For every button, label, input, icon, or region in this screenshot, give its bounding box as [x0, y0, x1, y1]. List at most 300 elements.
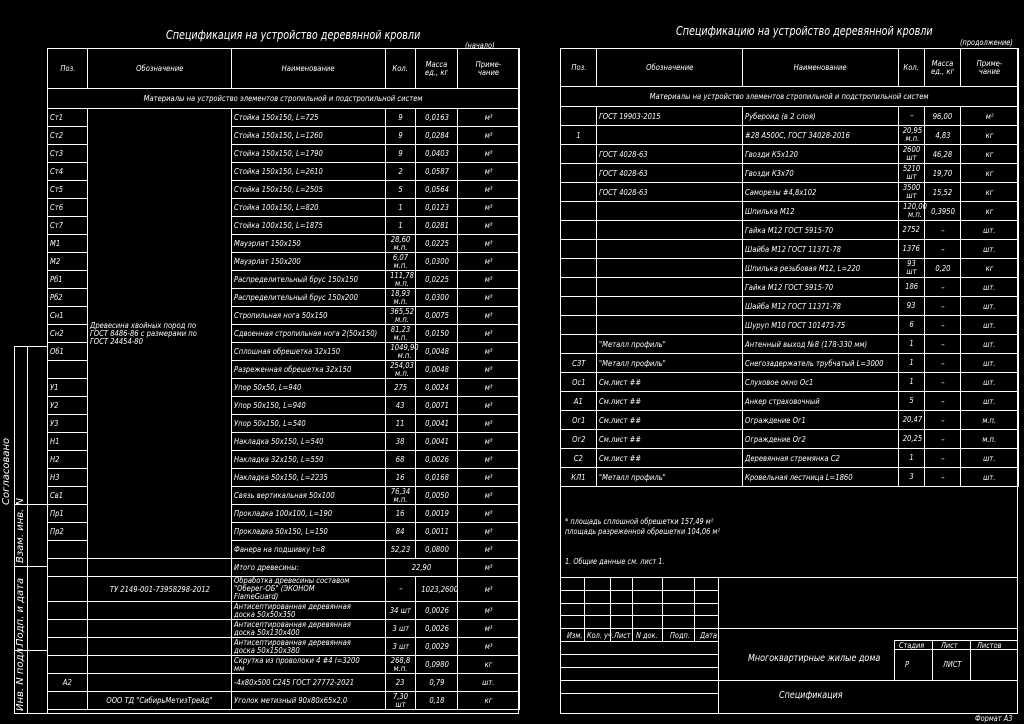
cell-pos: СЗТ	[561, 354, 597, 373]
cell-note: м³	[458, 638, 520, 656]
cell-note: кг	[458, 656, 520, 674]
cell-note: м³	[458, 361, 520, 379]
cell-pos: У2	[48, 397, 88, 415]
cell-note: м³	[458, 541, 520, 559]
cell-note: м³	[458, 325, 520, 343]
cell-designation	[597, 259, 743, 278]
cell-qty: 5	[386, 181, 416, 199]
cell-mass: –	[925, 468, 961, 487]
stamp-grid-line	[718, 577, 719, 713]
left-spec-table	[47, 48, 520, 710]
cell-pos	[48, 620, 88, 638]
cell-mass: 0,0041	[416, 433, 458, 451]
cell-pos: М1	[48, 235, 88, 253]
cell-note: шт.	[961, 392, 1019, 411]
table-row	[561, 259, 1019, 278]
cell-mass: 4,83	[925, 126, 961, 145]
cell-designation	[597, 297, 743, 316]
cell-mass: 0,3950	[925, 202, 961, 221]
table-row	[561, 221, 1019, 240]
table-row	[561, 107, 1019, 126]
cell-note: м³	[458, 397, 520, 415]
cell-pos	[561, 316, 597, 335]
cell-note: м³	[458, 109, 520, 127]
cell-mass: 0,0048	[416, 343, 458, 361]
cell-note: шт.	[961, 221, 1019, 240]
cell-pos: Ст5	[48, 181, 88, 199]
stamp-grid-line	[694, 577, 695, 641]
table-row	[561, 316, 1019, 335]
cell-designation: См.лист ##	[597, 373, 743, 392]
cell-qty: 3	[899, 468, 925, 487]
cell-note: м²	[961, 107, 1019, 126]
cell-qty: 52,23	[386, 541, 416, 559]
cell-note: м³	[458, 235, 520, 253]
cell-name: Накладка 50х150, L=540	[232, 433, 386, 451]
cell-note: шт.	[961, 278, 1019, 297]
cell-pos	[48, 656, 88, 674]
cell-name: Ограждение Ог1	[743, 411, 899, 430]
cell-designation: ГОСТ 19903-2015	[597, 107, 743, 126]
cell-pos	[561, 202, 597, 221]
cell-pos: Сн2	[48, 325, 88, 343]
cell-mass: 0,0026	[416, 602, 458, 620]
cell-mass: 0,0011	[416, 523, 458, 541]
cell-pos: Ст3	[48, 145, 88, 163]
cell-designation	[88, 602, 232, 620]
cell-name: Накладка 50х150, L=2235	[232, 469, 386, 487]
cell-note: м³	[458, 307, 520, 325]
cell-name: Прокладка 100х100, L=190	[232, 505, 386, 523]
cell-qty: 6,07 м.п.	[386, 253, 416, 271]
cell-qty: 254,03 м.п.	[386, 361, 416, 379]
cell-qty: 93 шт	[899, 259, 925, 278]
cell-qty: 2752	[899, 221, 925, 240]
cell-qty: 1	[899, 354, 925, 373]
side-stamp-line	[27, 346, 28, 713]
stamp-grid-line	[560, 577, 561, 713]
table-row	[48, 577, 520, 602]
cell-qty: 43	[386, 397, 416, 415]
stamp-col-sign: Подп.	[670, 631, 690, 640]
cell-designation: См.лист ##	[597, 392, 743, 411]
header-mass: Масса ед., кг	[925, 49, 961, 87]
header-designation: Обозначение	[597, 49, 743, 87]
cell-designation: См.лист ##	[597, 449, 743, 468]
cell-qty: 93	[899, 297, 925, 316]
cell-qty: 9	[386, 145, 416, 163]
cell-qty: 84	[386, 523, 416, 541]
cell-qty: 34 шт	[386, 602, 416, 620]
table-row	[561, 297, 1019, 316]
cell-note: м³	[458, 289, 520, 307]
cell-qty: 16	[386, 469, 416, 487]
cell-mass: 0,0041	[416, 415, 458, 433]
cell-mass: –	[925, 297, 961, 316]
cell-pos	[48, 541, 88, 559]
cell-name: Сплошная обрешетка 32х150	[232, 343, 386, 361]
cell-qty: 9	[386, 127, 416, 145]
cell-note: м.п.	[961, 430, 1019, 449]
cell-qty: 9	[386, 109, 416, 127]
cell-qty: 3 шт	[386, 638, 416, 656]
cell-pos	[48, 602, 88, 620]
cell-pos: Сн1	[48, 307, 88, 325]
cell-pos	[48, 559, 88, 577]
cell-pos: 1	[561, 126, 597, 145]
cell-qty: 186	[899, 278, 925, 297]
side-inv-replace-label: Взам. инв. N	[15, 498, 26, 563]
cell-note: м³	[458, 415, 520, 433]
table-row	[48, 674, 520, 692]
cell-mass: –	[925, 278, 961, 297]
cell-qty: 28,60 м.п.	[386, 235, 416, 253]
cell-name: Стропильная нога 50х150	[232, 307, 386, 325]
cell-qty: 7,30 шт	[386, 692, 416, 710]
cell-note: кг	[961, 202, 1019, 221]
cell-qty: 365,52 м.п.	[386, 307, 416, 325]
stamp-line	[970, 640, 971, 680]
cell-designation: См.лист ##	[597, 411, 743, 430]
cell-name: Прокладка 50х150, L=150	[232, 523, 386, 541]
cell-qty: 120,00 м.п.	[899, 202, 925, 221]
cell-designation: ГОСТ 4028-63	[597, 164, 743, 183]
cell-name: Деревянная стремянка С2	[743, 449, 899, 468]
stamp-grid-line	[560, 713, 718, 714]
cell-qty: 3500 шт	[899, 183, 925, 202]
cell-name: -4х80х500 С245 ГОСТ 27772-2021	[232, 674, 386, 692]
cell-qty: 5	[899, 392, 925, 411]
cell-qty: 1	[899, 335, 925, 354]
right-spec-table	[560, 48, 1019, 487]
cell-note: м³	[458, 620, 520, 638]
cell-mass: 0,0300	[416, 253, 458, 271]
cell-note: м³	[458, 145, 520, 163]
stamp-line	[894, 640, 895, 680]
cell-name: Уголок метизный 90х80х65х2,0	[232, 692, 386, 710]
cell-name: Слуховое окно Ос1	[743, 373, 899, 392]
side-stamp-line	[14, 566, 48, 567]
cell-mass: 0,0281	[416, 217, 458, 235]
cell-name: Анкер страховочный	[743, 392, 899, 411]
cell-pos	[561, 240, 597, 259]
cell-qty: 5210 шт	[899, 164, 925, 183]
left-header-row	[48, 49, 520, 89]
cell-name: Фанера на подшивку t=8	[232, 541, 386, 559]
cell-qty: 20,95 м.п.	[899, 126, 925, 145]
cell-mass: –	[925, 354, 961, 373]
cell-pos: Ст1	[48, 109, 88, 127]
cell-mass: 0,20	[925, 259, 961, 278]
side-agreed-label: Согласовано	[1, 437, 12, 505]
section-title: Материалы на устройство элементов стропильной и подстропильной систем	[48, 89, 520, 109]
cell-designation	[597, 126, 743, 145]
stamp-doc-name: Спецификация	[779, 690, 843, 701]
stamp-grid-line	[560, 641, 718, 642]
cell-designation: ГОСТ 4028-63	[597, 183, 743, 202]
cell-pos: Рб1	[48, 271, 88, 289]
cell-pos: А2	[48, 674, 88, 692]
cell-name: Антисептированная деревянная доска 50х150х380	[232, 638, 386, 656]
cell-mass: 0,0225	[416, 235, 458, 253]
cell-designation: См.лист ##	[597, 430, 743, 449]
header-pos: Поз.	[561, 49, 597, 87]
stamp-sheets-label: Листов	[977, 641, 1002, 650]
cell-qty: 3 шт	[386, 620, 416, 638]
cell-pos	[48, 361, 88, 379]
cell-mass: –	[925, 373, 961, 392]
stamp-grid-line	[560, 667, 718, 668]
table-row-total	[48, 559, 520, 577]
cell-pos: Об1	[48, 343, 88, 361]
table-row	[561, 468, 1019, 487]
header-qty: Кол.	[899, 49, 925, 87]
cell-pos	[561, 278, 597, 297]
cell-designation	[597, 240, 743, 259]
cell-qty: –	[386, 577, 416, 602]
table-row	[48, 638, 520, 656]
cell-note: м³	[458, 487, 520, 505]
cell-mass: 0,0225	[416, 271, 458, 289]
cell-note: м³	[458, 217, 520, 235]
cell-pos: Н2	[48, 451, 88, 469]
cell-pos: Ос1	[561, 373, 597, 392]
cell-name: Рубероид (в 2 слоя)	[743, 107, 899, 126]
cell-designation: ТУ 2149-001-73958298-2012	[88, 577, 232, 602]
cell-name: Снегозадержатель трубчатый L=3000	[743, 354, 899, 373]
cell-note: кг	[961, 126, 1019, 145]
cell-mass: 0,0123	[416, 199, 458, 217]
cell-mass: –	[925, 316, 961, 335]
right-title: Спецификацию на устройство деревянной кровли	[676, 24, 933, 38]
cell-pos	[561, 297, 597, 316]
table-row	[561, 183, 1019, 202]
stamp-col-ndoc: N док.	[636, 631, 658, 640]
cell-mass: 0,0024	[416, 379, 458, 397]
cell-name: Гайка М12 ГОСТ 5915-70	[743, 221, 899, 240]
cell-mass: –	[925, 221, 961, 240]
cell-name: Стойка 150х150, L=2610	[232, 163, 386, 181]
header-qty: Кол.	[386, 49, 416, 89]
stamp-project-name: Многоквартирные жилые дома	[748, 653, 881, 664]
cell-name: Кровельная лестница L=1860	[743, 468, 899, 487]
stamp-grid-line	[560, 654, 718, 655]
cell-note: м.п.	[961, 411, 1019, 430]
stamp-line	[718, 680, 1018, 681]
cell-name: Стойка 150х150, L=725	[232, 109, 386, 127]
cell-note: м³	[458, 127, 520, 145]
cell-name: Стойка 150х150, L=1790	[232, 145, 386, 163]
cell-name: Саморезы #4,8х102	[743, 183, 899, 202]
cell-note: м³	[458, 433, 520, 451]
cell-mass: 0,0168	[416, 469, 458, 487]
cell-pos: Св1	[48, 487, 88, 505]
cell-note: м³	[458, 379, 520, 397]
cell-note: кг	[961, 259, 1019, 278]
cell-mass: 96,00	[925, 107, 961, 126]
format-label: Формат А3	[975, 714, 1013, 723]
table-row	[561, 145, 1019, 164]
cell-mass: 0,0587	[416, 163, 458, 181]
cell-note: м³	[458, 469, 520, 487]
cell-qty: 20,47	[899, 411, 925, 430]
cell-name: Мауэрлат 150х200	[232, 253, 386, 271]
cell-pos: Ст7	[48, 217, 88, 235]
cell-pos: Ст2	[48, 127, 88, 145]
cell-mass: 0,0800	[416, 541, 458, 559]
stamp-col-list: Лист	[614, 631, 631, 640]
cell-qty: 23	[386, 674, 416, 692]
cell-mass: 0,0980	[416, 656, 458, 674]
cell-mass: 0,0026	[416, 451, 458, 469]
section-title: Материалы на устройство элементов стропильной и подстропильной систем	[561, 87, 1019, 107]
cell-name: Сдвоенная стропильная нога 2(50х150)	[232, 325, 386, 343]
cell-mass: 0,0026	[416, 620, 458, 638]
cell-qty: –	[899, 107, 925, 126]
cell-note: шт.	[961, 468, 1019, 487]
table-row	[561, 430, 1019, 449]
cell-qty: 2600 шт	[899, 145, 925, 164]
cell-note: кг	[961, 164, 1019, 183]
cell-name: Стойка 150х150, L=1260	[232, 127, 386, 145]
cell-qty: 81,23 м.п.	[386, 325, 416, 343]
cell-name: Антенный выход №8 (178-330 мм)	[743, 335, 899, 354]
cell-name: Шайба М12 ГОСТ 11371-78	[743, 297, 899, 316]
table-row	[561, 202, 1019, 221]
cell-pos: Пр2	[48, 523, 88, 541]
cell-pos: У3	[48, 415, 88, 433]
cell-name: Упор 50х150, L=540	[232, 415, 386, 433]
header-note: Приме- чание	[458, 49, 520, 89]
cell-name: Распределительный брус 150х200	[232, 289, 386, 307]
cell-mass: 0,0284	[416, 127, 458, 145]
cell-qty: 68	[386, 451, 416, 469]
stamp-sheet-label: Лист	[941, 641, 958, 650]
cell-mass: 0,0163	[416, 109, 458, 127]
table-row	[48, 656, 520, 674]
cell-mass: –	[925, 430, 961, 449]
cell-qty: 6	[899, 316, 925, 335]
cell-note: кг	[458, 692, 520, 710]
cell-note: м³	[458, 559, 520, 577]
left-table-body	[48, 109, 520, 710]
cell-name: Шпилька М12	[743, 202, 899, 221]
cell-pos	[561, 259, 597, 278]
right-table-body	[561, 107, 1019, 487]
stamp-sheet-value: ЛИСТ	[943, 660, 962, 669]
cell-pos: М2	[48, 253, 88, 271]
cell-pos: КЛ1	[561, 468, 597, 487]
cell-note: шт.	[961, 354, 1019, 373]
cell-note: м³	[458, 523, 520, 541]
cell-name: Упор 50х150, L=940	[232, 397, 386, 415]
table-row	[561, 126, 1019, 145]
footnote-solid-lathing: * площадь сплошной обрешетки 157,49 м²	[565, 517, 714, 526]
cell-designation: ГОСТ 4028-63	[597, 145, 743, 164]
right-section-row	[561, 87, 1019, 107]
cell-name: Стойка 100х150, L=820	[232, 199, 386, 217]
cell-qty: 1	[386, 199, 416, 217]
cell-pos: Ог2	[561, 430, 597, 449]
cell-qty: 268,8 м.п.	[386, 656, 416, 674]
cell-note: шт.	[961, 449, 1019, 468]
cell-qty: 20,25	[899, 430, 925, 449]
cell-qty: 111,78 м.п.	[386, 271, 416, 289]
cell-note: м³	[458, 199, 520, 217]
cell-mass: 0,0029	[416, 638, 458, 656]
cell-pos: Пр1	[48, 505, 88, 523]
footnote-sparse-lathing: площадь разреженной обрешетки 104,06 м²	[565, 527, 720, 536]
table-row	[561, 335, 1019, 354]
cell-name: Гайка М12 ГОСТ 5915-70	[743, 278, 899, 297]
table-row	[561, 373, 1019, 392]
cell-name: Гвозди К3х70	[743, 164, 899, 183]
stamp-grid-line	[560, 693, 718, 694]
table-row	[48, 602, 520, 620]
cell-designation: "Металл профиль"	[597, 354, 743, 373]
cell-qty: 2	[386, 163, 416, 181]
cell-pos: У1	[48, 379, 88, 397]
cell-note: кг	[961, 183, 1019, 202]
stamp-stage-value: Р	[905, 660, 909, 669]
cell-name: Накладка 32х150, L=550	[232, 451, 386, 469]
cell-qty: 1	[899, 373, 925, 392]
stamp-grid-line	[560, 680, 718, 681]
cell-pos	[48, 577, 88, 602]
cell-note: м³	[458, 181, 520, 199]
cell-pos: С2	[561, 449, 597, 468]
cell-designation: ООО ТД "СибирьМетизТрейд"	[88, 692, 232, 710]
left-title: Спецификация на устройство деревянной кровли	[166, 28, 421, 42]
cell-pos: Ог1	[561, 411, 597, 430]
cell-mass: –	[925, 392, 961, 411]
left-section-row	[48, 89, 520, 109]
cell-pos: А1	[561, 392, 597, 411]
stamp-line	[932, 640, 933, 680]
cell-pos	[561, 145, 597, 164]
general-note: 1. Общие данные см. лист 1.	[565, 557, 665, 566]
cell-mass: 0,79	[416, 674, 458, 692]
cell-name: Антисептированная деревянная доска 50х50х350	[232, 602, 386, 620]
cell-note: шт.	[961, 297, 1019, 316]
left-subtitle: (начало)	[465, 41, 495, 50]
cell-mass: 0,0019	[416, 505, 458, 523]
cell-name: Упор 50х50, L=940	[232, 379, 386, 397]
cell-qty: 1	[899, 449, 925, 468]
stamp-grid-line	[584, 577, 585, 641]
cell-qty: 38	[386, 433, 416, 451]
cell-qty: 18,93 м.п.	[386, 289, 416, 307]
cell-name: Обработка древесины составом "Оберег-ОБ" (ЭКОНОМ FlameGuard)	[232, 577, 386, 602]
table-row	[48, 109, 520, 127]
cell-qty: 11	[386, 415, 416, 433]
stamp-col-izm: Изм.	[567, 631, 583, 640]
cell-note: шт.	[961, 335, 1019, 354]
cell-designation	[88, 656, 232, 674]
cell-pos: Рб2	[48, 289, 88, 307]
cell-name: Стойка 100х150, L=1875	[232, 217, 386, 235]
cell-note: м³	[458, 163, 520, 181]
cell-name: Шпилька резьбовая М12, L=220	[743, 259, 899, 278]
cell-name: Шайба М12 ГОСТ 11371-78	[743, 240, 899, 259]
table-row	[561, 354, 1019, 373]
cell-mass: 0,18	[416, 692, 458, 710]
cell-note: кг	[961, 145, 1019, 164]
cell-pos: Н3	[48, 469, 88, 487]
side-inv-orig-label: Инв. N подл.	[15, 644, 26, 711]
cell-designation	[88, 674, 232, 692]
cell-note: м³	[458, 253, 520, 271]
